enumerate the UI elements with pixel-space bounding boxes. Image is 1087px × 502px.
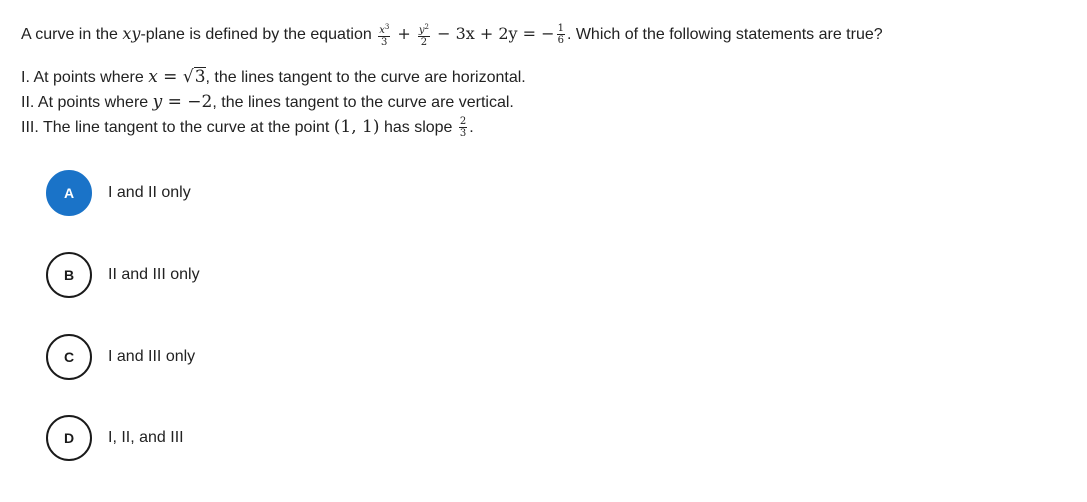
choice-b[interactable] <box>46 252 446 302</box>
statement-prefix: II. At points where <box>21 94 153 111</box>
choice-c[interactable] <box>46 334 446 384</box>
choice-b-text[interactable]: II and III only <box>108 266 200 283</box>
fraction-y-squared-over-2 <box>418 22 430 48</box>
fraction-denominator: 2 <box>420 36 428 48</box>
statement-suffix: , the lines tangent to the curve are horizontal. <box>205 69 526 86</box>
statement-suffix: , the lines tangent to the curve are vertical. <box>212 94 514 111</box>
fraction-one-sixth <box>557 23 565 46</box>
plane-variable: xy <box>122 24 141 43</box>
fraction-numerator: 1 <box>557 23 564 35</box>
plus-sign: + <box>392 24 416 43</box>
choice-c-text[interactable]: I and III only <box>108 348 196 365</box>
equals-sign: = <box>162 92 188 112</box>
exponent: 3 <box>384 22 390 31</box>
statement-suffix: . <box>469 119 474 136</box>
fraction-denominator: 6 <box>557 35 564 47</box>
statement-point: (1, 1) <box>333 117 380 137</box>
fraction-numerator: 2 <box>459 116 467 128</box>
fraction-two-thirds <box>459 116 467 139</box>
question-text <box>21 14 1081 55</box>
equation-middle: − 3x + 2y = − <box>432 24 555 43</box>
statement-middle: has slope <box>379 119 457 136</box>
choice-d[interactable] <box>46 415 446 465</box>
sqrt-symbol: √ <box>182 67 194 87</box>
choice-a[interactable] <box>46 170 446 220</box>
fraction-denominator: 3 <box>381 36 388 48</box>
statement-list <box>21 65 526 140</box>
statement-prefix: III. The line tangent to the curve at the point <box>21 119 334 136</box>
statement-2 <box>21 90 526 115</box>
choice-b-letter[interactable]: B <box>46 252 92 298</box>
statement-value: −2 <box>187 92 213 112</box>
statement-1 <box>21 65 526 90</box>
statement-prefix: I. At points where <box>21 69 149 86</box>
question-plane-word: -plane is defined by the equation <box>140 26 377 43</box>
choice-d-text[interactable]: I, II, and III <box>108 429 184 446</box>
statement-variable: y <box>152 92 163 112</box>
fraction-denominator: 3 <box>459 128 467 140</box>
choice-c-letter[interactable]: C <box>46 334 92 380</box>
choice-a-text[interactable]: I and II only <box>108 184 191 201</box>
fraction-numerator: x <box>379 24 385 36</box>
equals-sign: = <box>157 67 183 87</box>
question-lead: A curve in the <box>21 26 123 43</box>
sqrt-radicand: 3 <box>194 67 206 87</box>
choice-d-letter[interactable]: D <box>46 415 92 461</box>
statement-variable: x <box>148 67 158 87</box>
question-tail: . Which of the following statements are true? <box>566 26 883 43</box>
exponent: 2 <box>424 22 429 31</box>
fraction-x-cubed-over-3 <box>378 22 390 48</box>
choice-a-letter[interactable]: A <box>46 170 92 216</box>
statement-3 <box>21 115 526 140</box>
fraction-numerator: y <box>418 24 425 36</box>
